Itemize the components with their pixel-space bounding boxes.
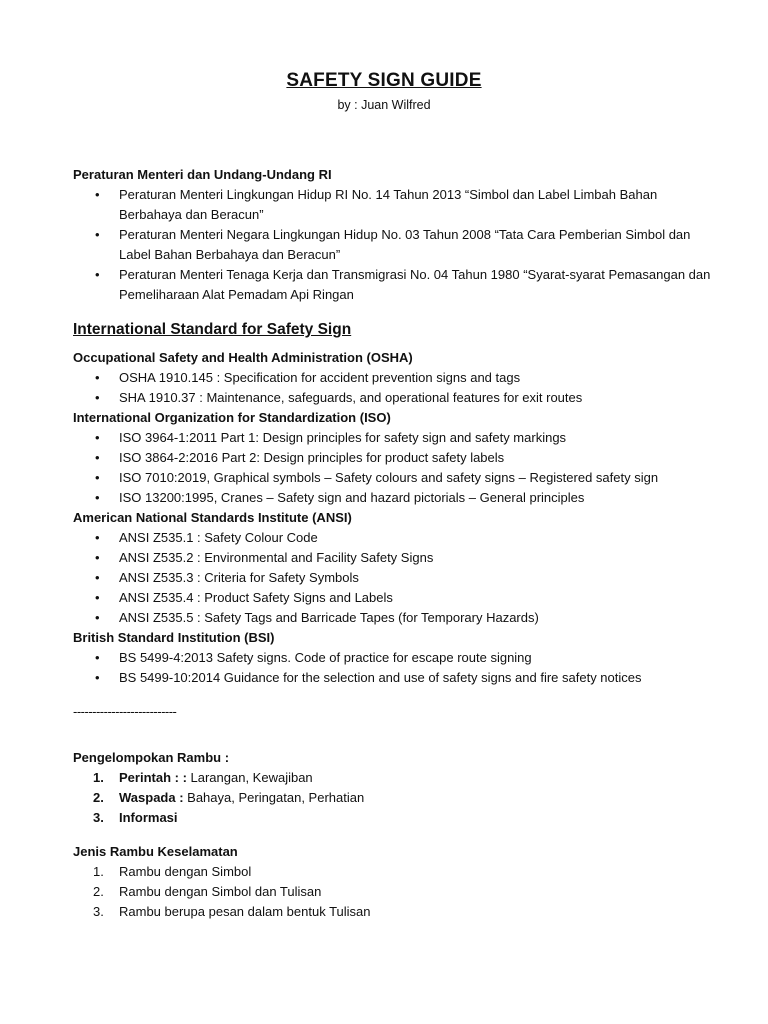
list-item: • ISO 3964-1:2011 Part 1: Design principles for safety sign and safety markings (73, 428, 713, 448)
list-number: 3. (93, 904, 104, 919)
list-item: • BS 5499-10:2014 Guidance for the selection and use of safety signs and fire safety notices (73, 668, 713, 688)
types-list (73, 862, 713, 922)
document-byline: by : Juan Wilfred (337, 98, 431, 112)
grouping-term: Perintah : : (119, 770, 187, 785)
list-item: • ANSI Z535.1 : Safety Colour Code (73, 528, 713, 548)
iso-heading: International Organization for Standardization (ISO) (73, 410, 391, 425)
list-item: • ANSI Z535.2 : Environmental and Facility Safety Signs (73, 548, 713, 568)
list-item (73, 902, 713, 922)
list-number: 3. (93, 810, 104, 825)
list-item (73, 788, 713, 808)
list-item: • ISO 7010:2019, Graphical symbols – Safety colours and safety signs – Registered safety sign (73, 468, 713, 488)
bsi-heading: British Standard Institution (BSI) (73, 630, 275, 645)
list-number: 1. (93, 770, 104, 785)
list-item: • ANSI Z535.5 : Safety Tags and Barricade Tapes (for Temporary Hazards) (73, 608, 713, 628)
grouping-detail: Larangan, Kewajiban (186, 770, 313, 785)
list-item: • ANSI Z535.4 : Product Safety Signs and Labels (73, 588, 713, 608)
iso-list (73, 428, 713, 508)
regulations-heading: Peraturan Menteri dan Undang-Undang RI (73, 167, 332, 182)
list-item: • ANSI Z535.3 : Criteria for Safety Symbols (73, 568, 713, 588)
bsi-list (73, 648, 713, 688)
list-item: • SHA 1910.37 : Maintenance, safeguards, and operational features for exit routes (73, 388, 713, 408)
list-item: • OSHA 1910.145 : Specification for accident prevention signs and tags (73, 368, 713, 388)
regulations-list (73, 185, 713, 305)
grouping-detail: Bahaya, Peringatan, Perhatian (183, 790, 365, 805)
list-item: • Peraturan Menteri Tenaga Kerja dan Transmigrasi No. 04 Tahun 1980 “Syarat-syarat Pemasangan dan Pemeliharaan Alat Pemadam Api Ringan (73, 265, 713, 305)
list-item: • ISO 3864-2:2016 Part 2: Design principles for product safety labels (73, 448, 713, 468)
ansi-heading: American National Standards Institute (ANSI) (73, 510, 352, 525)
list-item: • Peraturan Menteri Lingkungan Hidup RI No. 14 Tahun 2013 “Simbol dan Label Limbah Bahan Berbahaya dan Beracun” (73, 185, 713, 225)
list-text: Rambu dengan Simbol dan Tulisan (119, 884, 322, 899)
list-item (73, 808, 713, 828)
list-text: Rambu berupa pesan dalam bentuk Tulisan (119, 904, 371, 919)
document-title: SAFETY SIGN GUIDE (286, 70, 482, 91)
grouping-list (73, 768, 713, 828)
list-number: 2. (93, 884, 104, 899)
grouping-term: Waspada : (119, 790, 184, 805)
list-number: 2. (93, 790, 104, 805)
grouping-term: Informasi (119, 810, 178, 825)
document-content (73, 165, 713, 922)
international-heading: International Standard for Safety Sign (73, 321, 352, 338)
ansi-list (73, 528, 713, 628)
list-item (73, 882, 713, 902)
osha-list (73, 368, 713, 408)
list-item: • Peraturan Menteri Negara Lingkungan Hidup No. 03 Tahun 2008 “Tata Cara Pemberian Simbol dan Label Bahan Berbahaya dan Beracun” (73, 225, 713, 265)
types-heading: Jenis Rambu Keselamatan (73, 844, 238, 859)
list-item (73, 862, 713, 882)
osha-heading: Occupational Safety and Health Administration (OSHA) (73, 350, 413, 365)
list-item: • BS 5499-4:2013 Safety signs. Code of practice for escape route signing (73, 648, 713, 668)
list-item: • ISO 13200:1995, Cranes – Safety sign and hazard pictorials – General principles (73, 488, 713, 508)
list-text: Rambu dengan Simbol (119, 864, 252, 879)
section-divider: --------------------------- (73, 704, 177, 719)
grouping-heading: Pengelompokan Rambu : (73, 750, 230, 765)
list-number: 1. (93, 864, 104, 879)
list-item (73, 768, 713, 788)
